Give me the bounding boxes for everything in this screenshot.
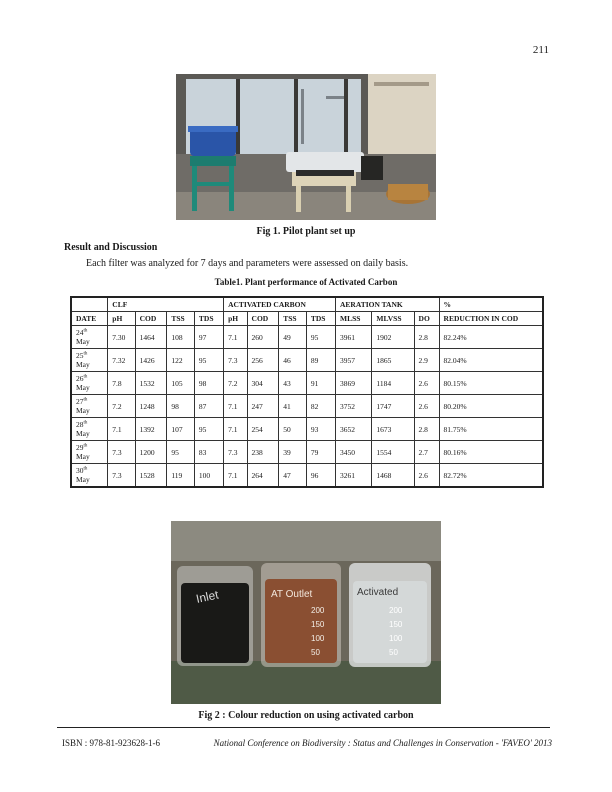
table-row (71, 372, 543, 395)
table-cell: 82.24% (439, 326, 543, 349)
column-header: COD (247, 312, 279, 326)
table-cell: 3450 (336, 441, 372, 464)
table-cell: 119 (167, 464, 195, 488)
table-cell: 50 (279, 418, 307, 441)
scale-150-b3: 150 (389, 620, 403, 629)
pilot-plant-photo (176, 74, 436, 220)
table-cell: 1200 (135, 441, 167, 464)
table-cell: 7.3 (224, 441, 247, 464)
table-cell: 46 (279, 349, 307, 372)
scale-50-b3: 50 (389, 648, 398, 657)
table-cell: 7.1 (224, 395, 247, 418)
figure-2-caption: Fig 2 : Colour reduction on using activated carbon (198, 710, 414, 721)
date-month: May (76, 429, 90, 438)
table-cell: 7.1 (108, 418, 135, 441)
table-cell: 1426 (135, 349, 167, 372)
table-cell: 1747 (372, 395, 414, 418)
footer-conference: National Conference on Biodiversity : Status and Challenges in Conservation - 'FAVEO' 2013 (213, 738, 552, 748)
table-cell: 98 (167, 395, 195, 418)
table-cell: 93 (306, 418, 335, 441)
table-cell: 1184 (372, 372, 414, 395)
table-cell: 238 (247, 441, 279, 464)
table-cell: 95 (194, 418, 223, 441)
section-heading: Result and Discussion (64, 242, 158, 253)
scale-100-b2: 100 (311, 634, 325, 643)
table-row (71, 349, 543, 372)
figure-1-caption: Fig 1. Pilot plant set up (256, 226, 356, 237)
table-cell: 7.32 (108, 349, 135, 372)
date-cell (71, 464, 108, 488)
table-cell: 7.3 (224, 349, 247, 372)
table-cell: 1468 (372, 464, 414, 488)
table-cell: 91 (306, 372, 335, 395)
date-day: 27 (76, 397, 84, 406)
column-header: REDUCTION IN COD (439, 312, 543, 326)
date-month: May (76, 337, 90, 346)
column-header: DATE (71, 312, 108, 326)
scale-100-b3: 100 (389, 634, 403, 643)
column-header: MLSS (336, 312, 372, 326)
date-suffix: th (83, 443, 88, 449)
scale-200-b3: 200 (389, 606, 403, 615)
table-cell: 100 (194, 464, 223, 488)
column-header: pH (224, 312, 247, 326)
table-cell: 82.72% (439, 464, 543, 488)
table-body (71, 326, 543, 488)
table-cell: 7.3 (108, 441, 135, 464)
date-cell (71, 418, 108, 441)
date-suffix: th (83, 351, 88, 357)
column-header: COD (135, 312, 167, 326)
table-cell: 1532 (135, 372, 167, 395)
table-cell: 254 (247, 418, 279, 441)
date-suffix: th (83, 397, 88, 403)
percent-sign-header: % (439, 297, 543, 312)
date-suffix: th (83, 420, 88, 426)
table-cell: 80.16% (439, 441, 543, 464)
table-cell: 7.2 (108, 395, 135, 418)
table-cell: 80.20% (439, 395, 543, 418)
date-cell (71, 372, 108, 395)
table-cell: 122 (167, 349, 195, 372)
date-day: 24 (76, 328, 84, 337)
table-cell: 2.8 (414, 326, 439, 349)
table-cell: 89 (306, 349, 335, 372)
table-cell: 7.3 (108, 464, 135, 488)
table-cell: 95 (167, 441, 195, 464)
table-cell: 2.9 (414, 349, 439, 372)
table-cell: 7.1 (224, 326, 247, 349)
table-cell: 264 (247, 464, 279, 488)
table-cell: 105 (167, 372, 195, 395)
table-cell: 107 (167, 418, 195, 441)
table-cell: 43 (279, 372, 307, 395)
table-cell: 1902 (372, 326, 414, 349)
aeration-tank-group-header: AERATION TANK (336, 297, 440, 312)
date-suffix: th (83, 328, 88, 334)
table-cell: 95 (306, 326, 335, 349)
table-cell: 39 (279, 441, 307, 464)
column-header: TDS (306, 312, 335, 326)
table-cell: 1554 (372, 441, 414, 464)
column-header: TDS (194, 312, 223, 326)
table-cell: 83 (194, 441, 223, 464)
table-cell: 7.1 (224, 418, 247, 441)
table-cell: 47 (279, 464, 307, 488)
column-header: TSS (279, 312, 307, 326)
date-cell (71, 349, 108, 372)
scale-200-b2: 200 (311, 606, 325, 615)
table-cell: 1248 (135, 395, 167, 418)
table-cell: 82.04% (439, 349, 543, 372)
colour-reduction-photo (171, 521, 441, 704)
table-row (71, 464, 543, 488)
table-cell: 41 (279, 395, 307, 418)
table-cell: 95 (194, 349, 223, 372)
table-cell: 96 (306, 464, 335, 488)
date-day: 30 (76, 466, 84, 475)
table-cell: 82 (306, 395, 335, 418)
table-cell: 1865 (372, 349, 414, 372)
table-cell: 2.6 (414, 372, 439, 395)
beaker-label-activated: Activated (357, 587, 399, 598)
table-column-header-row (71, 312, 543, 326)
date-month: May (76, 360, 90, 369)
date-cell (71, 441, 108, 464)
table-cell: 1392 (135, 418, 167, 441)
table-cell: 79 (306, 441, 335, 464)
table-cell: 2.8 (414, 418, 439, 441)
column-header: DO (414, 312, 439, 326)
column-header: TSS (167, 312, 195, 326)
date-day: 26 (76, 374, 84, 383)
beaker-label-at-outlet: AT Outlet (271, 589, 313, 600)
date-day: 29 (76, 443, 84, 452)
table-cell: 3961 (336, 326, 372, 349)
table-cell: 7.2 (224, 372, 247, 395)
table-cell: 1528 (135, 464, 167, 488)
date-day: 25 (76, 351, 84, 360)
date-month: May (76, 475, 90, 484)
table-cell: 7.1 (224, 464, 247, 488)
table-cell: 3261 (336, 464, 372, 488)
date-suffix: th (83, 374, 88, 380)
page-number: 211 (532, 44, 549, 56)
table-cell: 7.8 (108, 372, 135, 395)
column-header: MLVSS (372, 312, 414, 326)
table-cell: 108 (167, 326, 195, 349)
table-cell: 3869 (336, 372, 372, 395)
table-cell: 2.6 (414, 395, 439, 418)
table-group-header-row (71, 297, 543, 312)
date-header-spacer (71, 297, 108, 312)
column-header: pH (108, 312, 135, 326)
activated-carbon-group-header: ACTIVATED CARBON (224, 297, 336, 312)
clf-group-header: CLF (108, 297, 224, 312)
date-month: May (76, 406, 90, 415)
table-cell: 1464 (135, 326, 167, 349)
date-cell (71, 395, 108, 418)
footer-isbn: ISBN : 978-81-923628-1-6 (62, 738, 160, 748)
table-cell: 2.7 (414, 441, 439, 464)
date-suffix: th (83, 466, 88, 472)
beaker-label-inlet: Inlet (194, 587, 220, 606)
table-row (71, 441, 543, 464)
table-cell: 3957 (336, 349, 372, 372)
table-cell: 247 (247, 395, 279, 418)
table-cell: 3752 (336, 395, 372, 418)
date-day: 28 (76, 420, 84, 429)
plant-performance-table (70, 296, 544, 488)
beakers-illustration (171, 521, 441, 704)
table-cell: 97 (194, 326, 223, 349)
table-row (71, 418, 543, 441)
table-caption: Table1. Plant performance of Activated Carbon (214, 277, 398, 287)
section-paragraph: Each filter was analyzed for 7 days and parameters were assessed on daily basis. (86, 258, 409, 269)
table-cell: 80.15% (439, 372, 543, 395)
table-cell: 49 (279, 326, 307, 349)
table-cell: 304 (247, 372, 279, 395)
footer-divider (57, 727, 550, 728)
date-month: May (76, 452, 90, 461)
scale-50-b2: 50 (311, 648, 320, 657)
table-cell: 3652 (336, 418, 372, 441)
table-cell: 260 (247, 326, 279, 349)
table-cell: 98 (194, 372, 223, 395)
table-cell: 1673 (372, 418, 414, 441)
pilot-plant-illustration (176, 74, 436, 220)
table-cell: 256 (247, 349, 279, 372)
table-cell: 81.75% (439, 418, 543, 441)
table-row (71, 326, 543, 349)
table-cell: 87 (194, 395, 223, 418)
table-cell: 2.6 (414, 464, 439, 488)
date-cell (71, 326, 108, 349)
scale-150-b2: 150 (311, 620, 325, 629)
table-row (71, 395, 543, 418)
table-cell: 7.30 (108, 326, 135, 349)
date-month: May (76, 383, 90, 392)
